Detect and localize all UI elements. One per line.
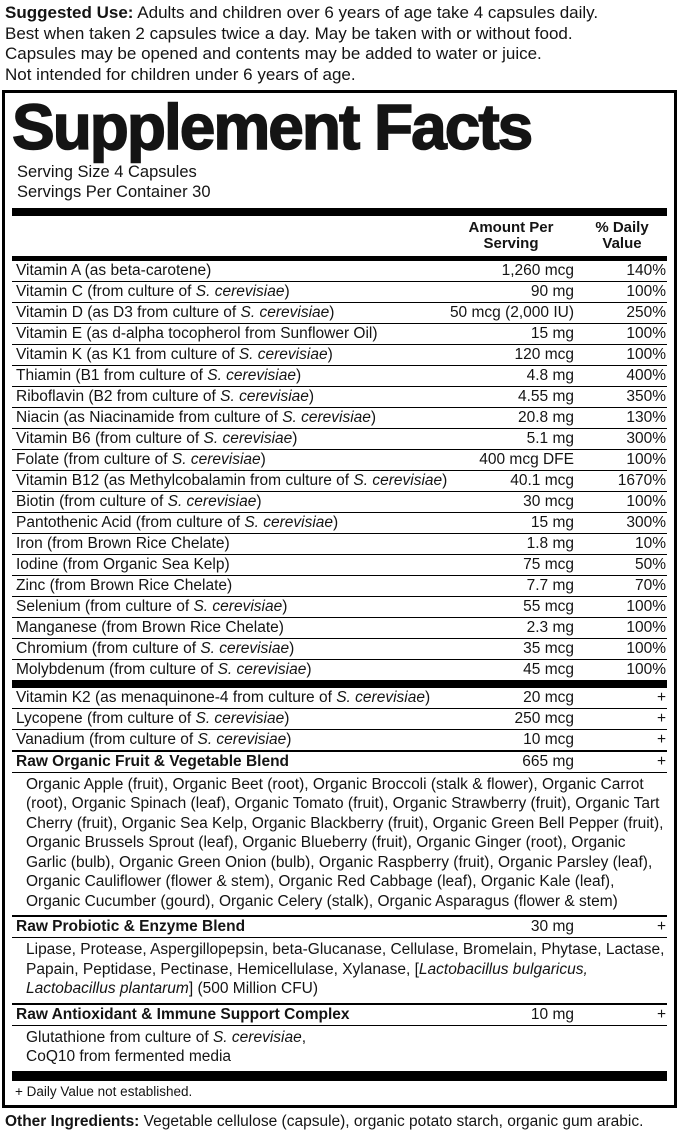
nutrient-dv: 50%: [634, 555, 666, 573]
blend-row: [12, 1003, 667, 1026]
nutrient-row: [12, 688, 667, 708]
nutrient-name: Lycopene (from culture of S. cerevisiae): [16, 709, 290, 727]
nutrient-row: [12, 323, 667, 344]
nutrient-dv: 10%: [634, 534, 666, 552]
nutrient-amount: 2.3 mg: [526, 618, 574, 636]
nutrient-name: Vitamin D (as D3 from culture of S. cerevisiae): [16, 303, 335, 321]
nutrient-amount: 55 mcg: [523, 597, 574, 615]
nutrient-amount: 35 mcg: [523, 639, 574, 657]
nutrient-dv: 100%: [626, 492, 666, 510]
dv-column-header: % Daily Value: [595, 218, 649, 253]
nutrient-name: Selenium (from culture of S. cerevisiae): [16, 597, 288, 615]
nutrient-row: [12, 491, 667, 512]
nutrient-amount: 20 mcg: [523, 688, 574, 706]
nutrient-name: Raw Probiotic & Enzyme Blend: [16, 918, 246, 936]
nutrient-name: Vitamin K2 (as menaquinone-4 from culture of S. cerevisiae): [16, 688, 431, 706]
supplement-facts-panel: [2, 90, 677, 1108]
nutrient-row: [12, 428, 667, 449]
nutrient-dv: 250%: [626, 303, 666, 321]
blend-details: [12, 938, 667, 1003]
blend-details: [12, 773, 667, 916]
nutrient-name: Thiamin (B1 from culture of S. cerevisiae): [16, 366, 302, 384]
blend-row: [12, 750, 667, 773]
blend-details-line: Glutathione from culture of S. cerevisiae,: [26, 1028, 307, 1046]
nutrient-name: Vanadium (from culture of S. cerevisiae): [16, 730, 292, 748]
other-ingredients: [0, 1108, 679, 1131]
nutrient-name: Zinc (from Brown Rice Chelate): [16, 576, 233, 594]
nutrient-row: [12, 708, 667, 729]
nutrient-name: Iron (from Brown Rice Chelate): [16, 534, 230, 552]
nutrient-dv: 300%: [626, 513, 666, 531]
blend-rows: [12, 750, 667, 1071]
nutrient-amount: 40.1 mcg: [510, 471, 574, 489]
nutrient-dv: +: [656, 730, 666, 748]
nutrient-amount: 30 mcg: [523, 492, 574, 510]
blend-row: [12, 915, 667, 938]
secondary-rows: [12, 688, 667, 750]
column-headers: [12, 216, 667, 256]
divider-bar-bottom: [12, 1071, 667, 1081]
nutrient-row: [12, 512, 667, 533]
nutrient-row: [12, 659, 667, 680]
nutrient-name: Vitamin E (as d-alpha tocopherol from Sunflower Oil): [16, 324, 378, 342]
nutrient-amount: 75 mcg: [523, 555, 574, 573]
nutrient-dv: +: [656, 688, 666, 706]
nutrient-row: [12, 638, 667, 659]
nutrient-dv: +: [656, 918, 666, 936]
nutrient-name: Niacin (as Niacinamide from culture of S. cerevisiae): [16, 408, 377, 426]
panel-title: Supplement Facts: [12, 91, 532, 163]
blend-details-line: Organic Apple (fruit), Organic Beet (root), Organic Broccoli (stalk & flower), Organic Carrot (root), Organic Spinach (leaf), Organic Tomato (fruit), Organic Strawberry (fruit), Organic Tart Cherry (fruit), Organic Sea Kelp, Organic Blackberry (fruit), Organic Green Bell Pepper (fruit), Organic Brussels Sprout (leaf), Organic Blueberry (fruit), Organic Ginger (root), Organic Garlic (bulb), Organic Green Onion (bulb), Organic Raspberry (fruit), Organic Parsley (leaf), Organic Cauliflower (flower & stem), Organic Red Cabbage (leaf), Organic Kale (leaf), Organic Cucumber (gourd), Organic Celery (stalk), Organic Asparagus (flower & stem): [26, 775, 664, 910]
nutrient-dv: 100%: [626, 450, 666, 468]
nutrient-row: [12, 533, 667, 554]
nutrient-amount: 1.8 mg: [526, 534, 574, 552]
nutrient-amount: 5.1 mg: [526, 429, 574, 447]
nutrient-dv: +: [656, 752, 666, 770]
nutrient-amount: 250 mcg: [514, 709, 574, 727]
nutrient-amount: 10 mg: [530, 1005, 574, 1023]
nutrient-name: Raw Antioxidant & Immune Support Complex: [16, 1005, 350, 1023]
nutrient-dv: 100%: [626, 324, 666, 342]
nutrient-dv: 70%: [634, 576, 666, 594]
nutrient-dv: 140%: [626, 261, 666, 279]
nutrient-name: Biotin (from culture of S. cerevisiae): [16, 492, 262, 510]
nutrient-dv: 300%: [626, 429, 666, 447]
nutrient-dv: 100%: [626, 282, 666, 300]
footnote: + Daily Value not established.: [15, 1083, 193, 1099]
nutrient-name: Chromium (from culture of S. cerevisiae): [16, 639, 295, 657]
nutrient-row: [12, 449, 667, 470]
nutrient-name: Vitamin C (from culture of S. cerevisiae): [16, 282, 290, 300]
nutrient-name: Molybdenum (from culture of S. cerevisiae): [16, 660, 312, 678]
suggested-use-line-4: Not intended for children under 6 years of age.: [5, 64, 356, 84]
nutrient-rows: [12, 261, 667, 680]
nutrient-dv: 400%: [626, 366, 666, 384]
nutrient-name: Vitamin B12 (as Methylcobalamin from culture of S. cerevisiae): [16, 471, 448, 489]
nutrient-amount: 90 mg: [530, 282, 574, 300]
nutrient-row: [12, 575, 667, 596]
nutrient-amount: 4.8 mg: [526, 366, 574, 384]
nutrient-dv: 1670%: [617, 471, 666, 489]
suggested-use-line-2: Best when taken 2 capsules twice a day. May be taken with or without food.: [5, 23, 573, 43]
blend-details-line: CoQ10 from fermented media: [26, 1048, 232, 1066]
nutrient-name: Manganese (from Brown Rice Chelate): [16, 618, 284, 636]
nutrient-row: [12, 302, 667, 323]
nutrient-dv: 100%: [626, 639, 666, 657]
divider-bar-top: [12, 208, 667, 216]
nutrient-row: [12, 365, 667, 386]
amount-column-header: Amount Per Serving: [468, 218, 554, 253]
nutrient-name: Pantothenic Acid (from culture of S. cerevisiae): [16, 513, 339, 531]
nutrient-row: [12, 617, 667, 638]
nutrient-row: [12, 729, 667, 750]
nutrient-dv: 100%: [626, 345, 666, 363]
other-ingredients-text: Vegetable cellulose (capsule), organic potato starch, organic gum arabic.: [139, 1112, 644, 1130]
nutrient-name: Riboflavin (B2 from culture of S. cerevisiae): [16, 387, 315, 405]
nutrient-name: Vitamin B6 (from culture of S. cerevisiae): [16, 429, 298, 447]
nutrient-amount: 30 mg: [530, 918, 574, 936]
nutrient-amount: 45 mcg: [523, 660, 574, 678]
nutrient-row: [12, 261, 667, 281]
blend-details-line: Lipase, Protease, Aspergillopepsin, beta-Glucanase, Cellulase, Bromelain, Phytase, Lactase, Papain, Peptidase, Pectinase, Hemicellulase, Xylanase, [Lactobacillus bulgaricus, Lactobacillus plantarum] (500 Million CFU): [26, 941, 665, 998]
suggested-use: [0, 0, 679, 90]
nutrient-row: [12, 554, 667, 575]
nutrient-dv: 350%: [626, 387, 666, 405]
nutrient-amount: 15 mg: [530, 324, 574, 342]
nutrient-amount: 665 mg: [522, 752, 574, 770]
nutrient-amount: 10 mcg: [523, 730, 574, 748]
nutrient-dv: 100%: [626, 660, 666, 678]
nutrient-row: [12, 596, 667, 617]
nutrient-row: [12, 386, 667, 407]
nutrient-amount: 400 mcg DFE: [479, 450, 574, 468]
suggested-use-line-3: Capsules may be opened and contents may be added to water or juice.: [5, 44, 542, 63]
nutrient-dv: +: [656, 709, 666, 727]
nutrient-row: [12, 470, 667, 491]
divider-bar-mid: [12, 680, 667, 688]
nutrient-amount: 1,260 mcg: [501, 261, 574, 279]
nutrient-name: Folate (from culture of S. cerevisiae): [16, 450, 266, 468]
nutrient-name: Vitamin A (as beta-carotene): [16, 261, 212, 279]
nutrient-dv: 130%: [626, 408, 666, 426]
serving-size: Serving Size 4 Capsules: [17, 162, 197, 181]
nutrient-name: Iodine (from Organic Sea Kelp): [16, 555, 230, 573]
nutrient-amount: 120 mcg: [514, 345, 574, 363]
nutrient-amount: 50 mcg (2,000 IU): [449, 303, 574, 321]
nutrient-amount: 7.7 mg: [526, 576, 574, 594]
suggested-use-text: Adults and children over 6 years of age take 4 capsules daily.: [133, 3, 599, 22]
other-ingredients-label: Other Ingredients:: [5, 1112, 140, 1130]
suggested-use-line-1: [5, 3, 673, 24]
nutrient-amount: 15 mg: [530, 513, 574, 531]
nutrient-amount: 20.8 mg: [517, 408, 574, 426]
suggested-use-label: Suggested Use:: [5, 3, 134, 22]
servings-per-container: Servings Per Container 30: [17, 182, 211, 201]
nutrient-dv: 100%: [626, 618, 666, 636]
nutrient-name: Vitamin K (as K1 from culture of S. cerevisiae): [16, 345, 333, 363]
nutrient-row: [12, 344, 667, 365]
nutrient-row: [12, 407, 667, 428]
nutrient-name: Raw Organic Fruit & Vegetable Blend: [16, 752, 290, 770]
nutrient-amount: 4.55 mg: [517, 387, 574, 405]
nutrient-row: [12, 281, 667, 302]
blend-details: [12, 1026, 667, 1071]
nutrient-dv: 100%: [626, 597, 666, 615]
nutrient-dv: +: [656, 1005, 666, 1023]
